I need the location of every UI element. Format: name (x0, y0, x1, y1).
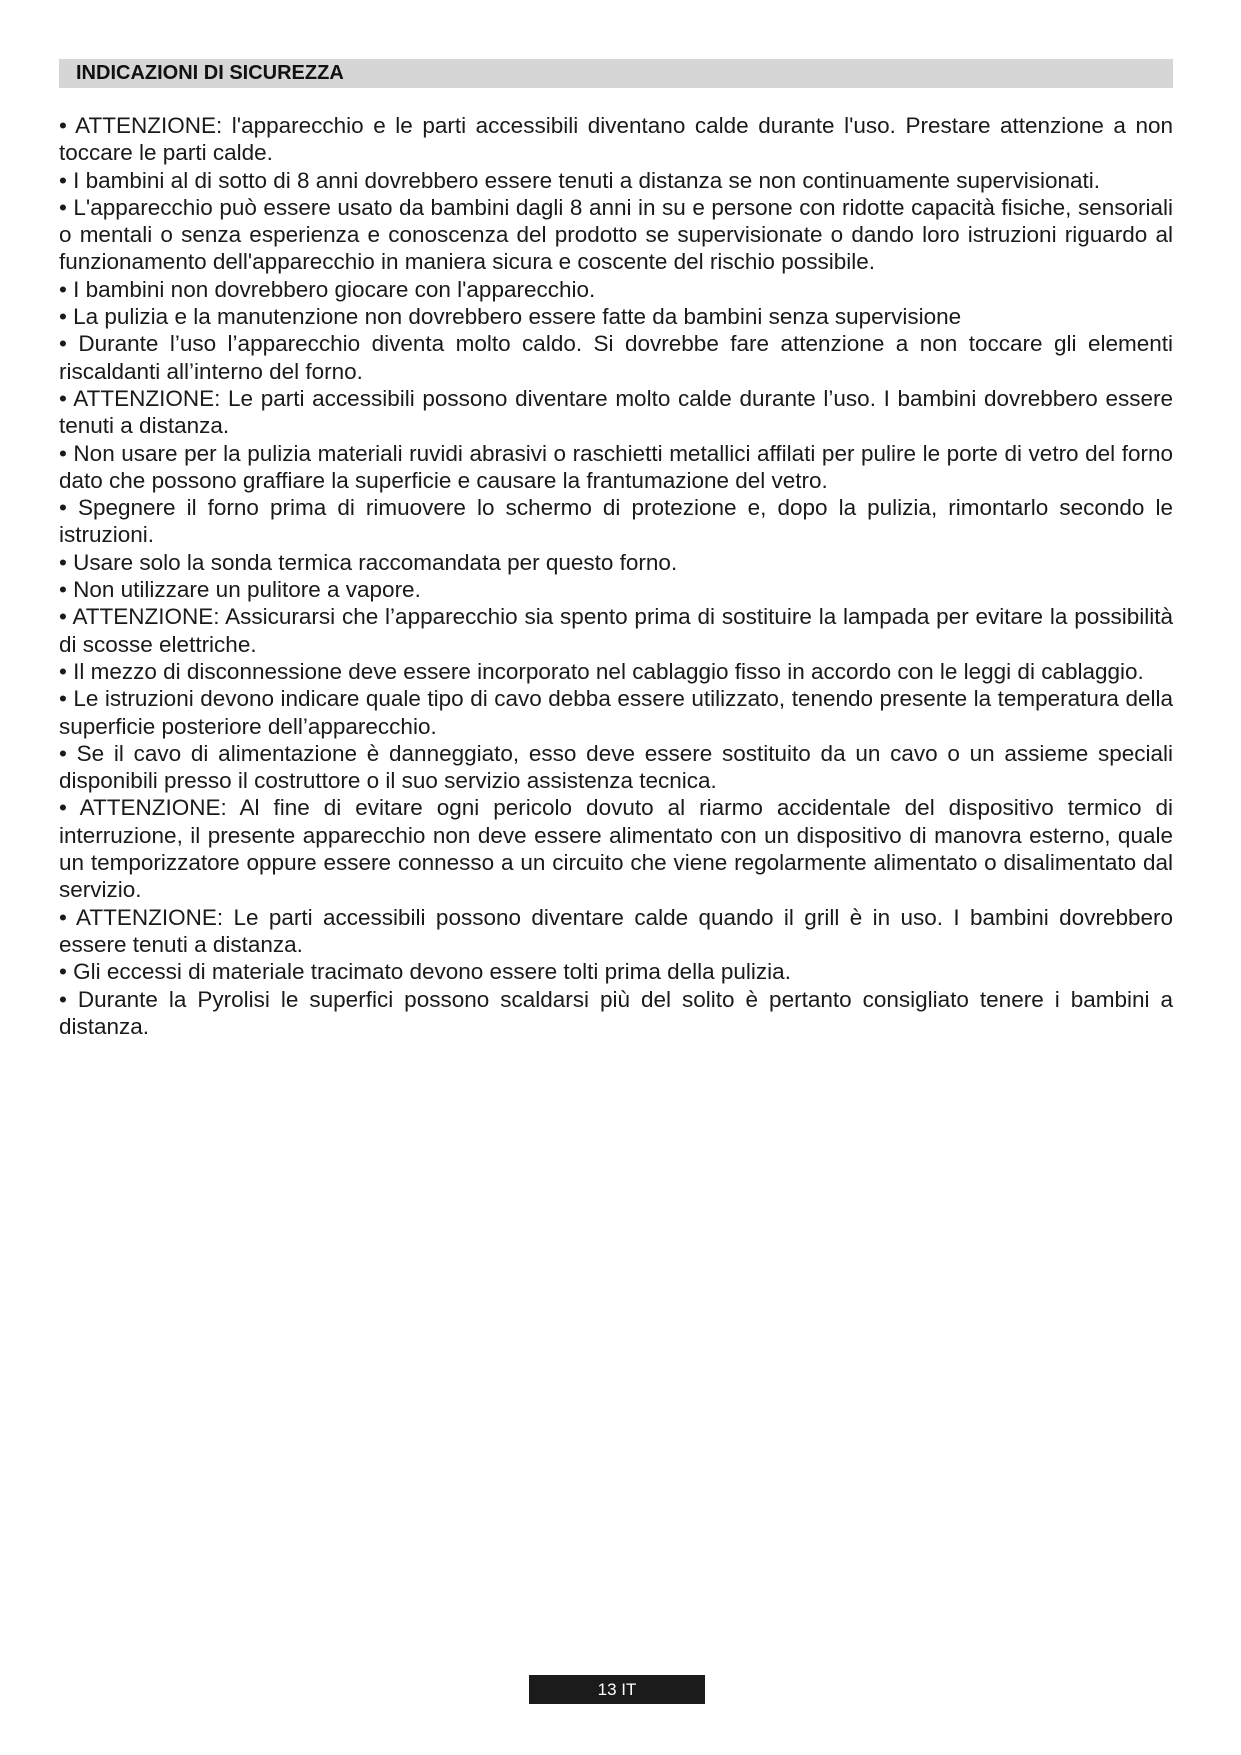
section-header (59, 59, 1173, 88)
list-item: • Gli eccessi di materiale tracimato devono essere tolti prima della pulizia. (59, 959, 791, 985)
list-item: • ATTENZIONE: Al fine di evitare ogni pericolo dovuto al riarmo accidentale del dispositivo termico di interruzione, il presente apparecchio non deve essere alimentato con un dispositivo di manovra esterno, quale un temporizzatore oppure essere connesso a un circuito che viene regolarmente alimentato o disalimentato dal servizio. (59, 795, 1173, 903)
list-item: • ATTENZIONE: Le parti accessibili possono diventare calde quando il grill è in uso. I bambini dovrebbero essere tenuti a distanza. (59, 904, 1173, 957)
list-item: • Se il cavo di alimentazione è danneggiato, esso deve essere sostituito da un cavo o un assieme speciali disponibili presso il costruttore o il suo servizio assistenza tecnica. (59, 740, 1173, 794)
safety-instructions-list (59, 112, 1173, 1040)
list-item: • ATTENZIONE: Le parti accessibili possono diventare molto calde durante l’uso. I bambini dovrebbero essere tenuti a distanza. (59, 385, 1173, 439)
page-number-badge (529, 1675, 705, 1704)
list-item: • Durante l’uso l’apparecchio diventa molto caldo. Si dovrebbe fare attenzione a non toccare gli elementi riscaldanti all’interno del forno. (59, 331, 1173, 384)
list-item: • Spegnere il forno prima di rimuovere lo schermo di protezione e, dopo la pulizia, rimontarlo secondo le istruzioni. (59, 495, 1173, 548)
list-item: • La pulizia e la manutenzione non dovrebbero essere fatte da bambini senza supervisione (59, 304, 962, 330)
section-title: INDICAZIONI DI SICUREZZA (76, 62, 344, 84)
list-item: • Durante la Pyrolisi le superfici possono scaldarsi più del solito è pertanto consigliato tenere i bambini a distanza. (59, 986, 1173, 1039)
list-item: • L'apparecchio può essere usato da bambini dagli 8 anni in su e persone con ridotte capacità fisiche, sensoriali o mentali o senza esperienza e conoscenza del prodotto se supervisionate o dando loro istruzioni riguardo al funzionamento dell'apparecchio in maniera sicura e coscente del rischio possibile. (59, 194, 1173, 275)
list-item: • Il mezzo di disconnessione deve essere incorporato nel cablaggio fisso in accordo con le leggi di cablaggio. (59, 658, 1144, 684)
list-item: • Non usare per la pulizia materiali ruvidi abrasivi o raschietti metallici affilati per pulire le porte di vetro del forno dato che possono graffiare la superficie e causare la frantumazione del vetro. (59, 440, 1173, 493)
list-item: • ATTENZIONE: Assicurarsi che l’apparecchio sia spento prima di sostituire la lampada per evitare la possibilità di scosse elettriche. (59, 604, 1173, 657)
list-item: • Non utilizzare un pulitore a vapore. (59, 577, 421, 603)
list-item: • I bambini al di sotto di 8 anni dovrebbero essere tenuti a distanza se non continuamente supervisionati. (59, 167, 1101, 193)
list-item: • Le istruzioni devono indicare quale tipo di cavo debba essere utilizzato, tenendo presente la temperatura della superficie posteriore dell’apparecchio. (59, 686, 1173, 739)
list-item: • Usare solo la sonda termica raccomandata per questo forno. (59, 549, 678, 575)
page-number: 13 IT (597, 1680, 637, 1699)
list-item: • I bambini non dovrebbero giocare con l'apparecchio. (59, 276, 596, 302)
list-item: • ATTENZIONE: l'apparecchio e le parti accessibili diventano calde durante l'uso. Prestare attenzione a non toccare le parti calde. (59, 113, 1173, 166)
